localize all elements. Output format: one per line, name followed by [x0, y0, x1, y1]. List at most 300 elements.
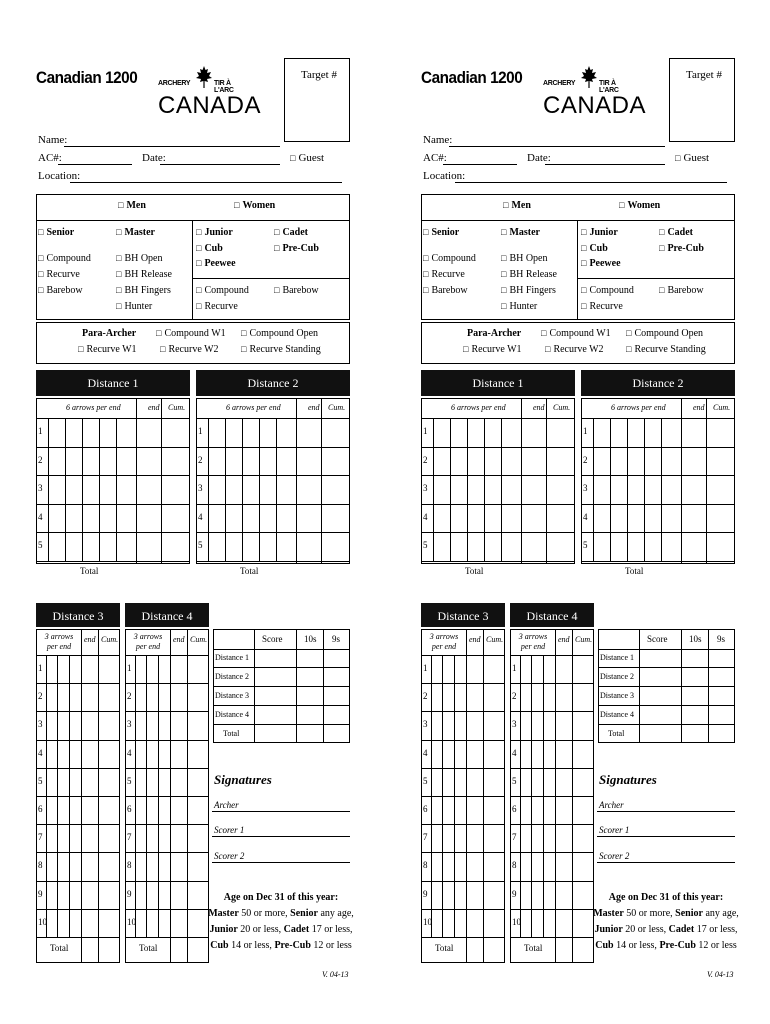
distance-3-score-cell[interactable]: [58, 712, 68, 738]
distance-1-score-cell[interactable]: [162, 448, 189, 475]
master-checkbox[interactable]: □ Master: [501, 227, 540, 238]
distance-1-score-cell[interactable]: [66, 448, 81, 475]
distance-3-score-cell[interactable]: [467, 825, 482, 851]
distance-4-score-cell[interactable]: [188, 712, 208, 738]
distance-1-score-cell[interactable]: [83, 476, 98, 503]
distance-3-score-cell[interactable]: [70, 741, 80, 767]
cub-checkbox[interactable]: □ Cub: [581, 243, 608, 254]
summary-score-cell[interactable]: [640, 650, 680, 667]
recurve-w1-checkbox[interactable]: □ Recurve W1: [78, 344, 137, 355]
cub-checkbox[interactable]: □ Cub: [196, 243, 223, 254]
compound-open-checkbox[interactable]: □ Compound Open: [241, 328, 318, 339]
men-checkbox[interactable]: □ Men: [503, 200, 531, 211]
recurve-standing-checkbox[interactable]: □ Recurve Standing: [241, 344, 321, 355]
summary-score-cell[interactable]: [682, 726, 707, 743]
distance-4-score-cell[interactable]: [573, 741, 593, 767]
distance-3-score-cell[interactable]: [99, 797, 119, 823]
distance-4-score-cell[interactable]: [544, 853, 554, 879]
compound-w1-checkbox[interactable]: □ Compound W1: [156, 328, 226, 339]
distance-3-score-cell[interactable]: [484, 769, 504, 795]
distance-3-score-cell[interactable]: [82, 825, 97, 851]
distance-3-score-cell[interactable]: [455, 656, 465, 682]
distance-4-score-cell[interactable]: [136, 797, 145, 823]
distance-4-score-cell[interactable]: [521, 656, 530, 682]
distance-3-score-cell[interactable]: [467, 712, 482, 738]
distance-3-score-cell[interactable]: [82, 684, 97, 710]
hunter-checkbox[interactable]: □ Hunter: [116, 301, 152, 312]
distance-3-score-cell[interactable]: [484, 910, 504, 936]
distance-1-score-cell[interactable]: [434, 533, 449, 560]
distance-4-score-cell[interactable]: [573, 797, 593, 823]
distance-2-score-cell[interactable]: [322, 505, 349, 532]
distance-3-score-cell[interactable]: [432, 825, 441, 851]
distance-3-score-cell[interactable]: [455, 712, 465, 738]
compound-w1-checkbox[interactable]: □ Compound W1: [541, 328, 611, 339]
distance-3-score-cell[interactable]: [467, 797, 482, 823]
distance-3-score-cell[interactable]: [82, 712, 97, 738]
distance-3-score-cell[interactable]: [47, 769, 56, 795]
summary-score-cell[interactable]: [255, 726, 295, 743]
distance-4-score-cell[interactable]: [136, 769, 145, 795]
distance-1-score-cell[interactable]: [522, 505, 545, 532]
barebow-checkbox[interactable]: □ Barebow: [38, 285, 83, 296]
distance-3-score-cell[interactable]: [443, 910, 453, 936]
distance-1-score-cell[interactable]: [66, 476, 81, 503]
distance-2-score-cell[interactable]: [322, 476, 349, 503]
distance-1-score-cell[interactable]: [100, 533, 115, 560]
distance-3-score-cell[interactable]: [47, 853, 56, 879]
distance-4-score-cell[interactable]: [147, 882, 157, 908]
distance-4-score-cell[interactable]: [573, 712, 593, 738]
distance-1-score-cell[interactable]: [434, 476, 449, 503]
distance-2-score-cell[interactable]: [322, 419, 349, 446]
senior-checkbox[interactable]: □ Senior: [38, 227, 74, 238]
peewee-checkbox[interactable]: □ Peewee: [581, 258, 621, 269]
distance-4-score-cell[interactable]: [171, 853, 186, 879]
distance-3-score-cell[interactable]: [99, 741, 119, 767]
distance-1-score-cell[interactable]: [117, 505, 135, 532]
distance-2-score-cell[interactable]: [260, 419, 275, 446]
distance-3-score-cell[interactable]: [82, 882, 97, 908]
distance-1-score-cell[interactable]: [434, 505, 449, 532]
scorer2-signature-field[interactable]: [597, 862, 735, 863]
distance-3-score-cell[interactable]: [99, 656, 119, 682]
distance-4-score-cell[interactable]: [521, 712, 530, 738]
hunter-checkbox[interactable]: □ Hunter: [501, 301, 537, 312]
distance-4-score-cell[interactable]: [556, 882, 571, 908]
archer-signature-field[interactable]: [212, 811, 350, 812]
distance-4-score-cell[interactable]: [532, 853, 542, 879]
distance-2-score-cell[interactable]: [226, 533, 241, 560]
distance-1-score-cell[interactable]: [502, 533, 520, 560]
peewee-checkbox[interactable]: □ Peewee: [196, 258, 236, 269]
distance-2-score-cell[interactable]: [628, 448, 643, 475]
distance-2-score-cell[interactable]: [628, 419, 643, 446]
distance-3-score-cell[interactable]: [432, 684, 441, 710]
recurve-w2-checkbox[interactable]: □ Recurve W2: [545, 344, 604, 355]
recurve-checkbox[interactable]: □ Recurve: [38, 269, 80, 280]
distance-1-score-cell[interactable]: [502, 505, 520, 532]
youth-recurve-checkbox[interactable]: □ Recurve: [581, 301, 623, 312]
distance-4-score-cell[interactable]: [136, 825, 145, 851]
distance-1-score-cell[interactable]: [83, 448, 98, 475]
distance-3-score-cell[interactable]: [443, 825, 453, 851]
distance-1-score-cell[interactable]: [547, 419, 574, 446]
summary-score-cell[interactable]: [709, 726, 734, 743]
distance-3-score-cell[interactable]: [82, 797, 97, 823]
distance-4-score-cell[interactable]: [136, 910, 145, 936]
distance-1-score-cell[interactable]: [83, 419, 98, 446]
distance-3-score-cell[interactable]: [467, 853, 482, 879]
distance-4-score-cell[interactable]: [159, 910, 169, 936]
location-field[interactable]: [455, 182, 727, 183]
distance-4-score-cell[interactable]: [171, 684, 186, 710]
distance-1-score-cell[interactable]: [137, 419, 160, 446]
distance-3-score-cell[interactable]: [58, 825, 68, 851]
distance-3-score-cell[interactable]: [484, 712, 504, 738]
distance-3-score-cell[interactable]: [455, 910, 465, 936]
archer-signature-field[interactable]: [597, 811, 735, 812]
distance-2-score-cell[interactable]: [628, 505, 643, 532]
distance-4-score-cell[interactable]: [188, 797, 208, 823]
distance-2-score-cell[interactable]: [611, 533, 626, 560]
distance-1-score-cell[interactable]: [100, 419, 115, 446]
summary-score-cell[interactable]: [324, 707, 349, 724]
distance-1-score-cell[interactable]: [468, 448, 483, 475]
distance-4-score-cell[interactable]: [521, 853, 530, 879]
distance-3-score-cell[interactable]: [70, 853, 80, 879]
distance-3-score-cell[interactable]: [99, 910, 119, 936]
compound-checkbox[interactable]: □ Compound: [38, 253, 91, 264]
bh-open-checkbox[interactable]: □ BH Open: [116, 253, 163, 264]
distance-1-score-cell[interactable]: [451, 505, 466, 532]
distance-1-score-cell[interactable]: [522, 419, 545, 446]
distance-1-score-cell[interactable]: [547, 533, 574, 560]
distance-4-score-cell[interactable]: [556, 769, 571, 795]
distance-4-score-cell[interactable]: [159, 769, 169, 795]
distance-2-score-cell[interactable]: [209, 476, 224, 503]
distance-3-score-cell[interactable]: [443, 797, 453, 823]
distance-3-score-cell[interactable]: [70, 684, 80, 710]
men-checkbox[interactable]: □ Men: [118, 200, 146, 211]
distance-3-score-cell[interactable]: [70, 712, 80, 738]
distance-3-score-cell[interactable]: [467, 684, 482, 710]
distance-2-score-cell[interactable]: [226, 419, 241, 446]
distance-3-score-cell[interactable]: [47, 825, 56, 851]
distance-3-score-cell[interactable]: [432, 741, 441, 767]
distance-1-score-cell[interactable]: [502, 476, 520, 503]
summary-score-cell[interactable]: [297, 726, 322, 743]
distance-2-score-cell[interactable]: [226, 505, 241, 532]
distance-2-score-cell[interactable]: [209, 533, 224, 560]
distance-3-score-cell[interactable]: [58, 853, 68, 879]
distance-4-score-cell[interactable]: [532, 882, 542, 908]
distance-2-score-cell[interactable]: [645, 476, 660, 503]
distance-3-score-cell[interactable]: [455, 741, 465, 767]
distance-4-score-cell[interactable]: [159, 656, 169, 682]
distance-4-score-cell[interactable]: [147, 769, 157, 795]
cadet-checkbox[interactable]: □ Cadet: [274, 227, 308, 238]
distance-2-score-cell[interactable]: [707, 505, 734, 532]
bh-release-checkbox[interactable]: □ BH Release: [116, 269, 172, 280]
distance-3-score-cell[interactable]: [58, 910, 68, 936]
distance-4-score-cell[interactable]: [136, 853, 145, 879]
distance-4-score-cell[interactable]: [521, 797, 530, 823]
distance-4-score-cell[interactable]: [171, 797, 186, 823]
distance-4-score-cell[interactable]: [573, 910, 593, 936]
distance-1-score-cell[interactable]: [162, 419, 189, 446]
distance-4-score-cell[interactable]: [147, 656, 157, 682]
summary-score-cell[interactable]: [709, 707, 734, 724]
distance-1-score-cell[interactable]: [117, 448, 135, 475]
distance-1-score-cell[interactable]: [100, 476, 115, 503]
distance-4-score-cell[interactable]: [573, 769, 593, 795]
distance-4-score-cell[interactable]: [556, 656, 571, 682]
distance-3-score-cell[interactable]: [99, 712, 119, 738]
distance-2-score-cell[interactable]: [243, 476, 258, 503]
distance-2-score-cell[interactable]: [297, 476, 320, 503]
distance-2-score-cell[interactable]: [594, 533, 609, 560]
distance-3-score-cell[interactable]: [432, 712, 441, 738]
distance-3-score-cell[interactable]: [455, 769, 465, 795]
distance-4-score-cell[interactable]: [136, 741, 145, 767]
distance-2-score-cell[interactable]: [662, 505, 680, 532]
distance-3-score-cell[interactable]: [82, 853, 97, 879]
distance-3-score-cell[interactable]: [484, 853, 504, 879]
compound-checkbox[interactable]: □ Compound: [423, 253, 476, 264]
distance-1-score-cell[interactable]: [434, 419, 449, 446]
scorer1-signature-field[interactable]: [597, 836, 735, 837]
distance-4-score-cell[interactable]: [136, 882, 145, 908]
distance-4-score-cell[interactable]: [521, 882, 530, 908]
scorer2-signature-field[interactable]: [212, 862, 350, 863]
distance-3-score-cell[interactable]: [58, 882, 68, 908]
distance-3-score-cell[interactable]: [99, 825, 119, 851]
youth-barebow-checkbox[interactable]: □ Barebow: [274, 285, 319, 296]
distance-4-score-cell[interactable]: [544, 769, 554, 795]
distance-2-score-cell[interactable]: [662, 533, 680, 560]
distance-3-score-cell[interactable]: [443, 741, 453, 767]
distance-1-score-cell[interactable]: [522, 533, 545, 560]
distance-4-score-cell[interactable]: [521, 910, 530, 936]
distance-2-score-cell[interactable]: [682, 476, 705, 503]
distance-3-score-cell[interactable]: [47, 910, 56, 936]
distance-2-score-cell[interactable]: [226, 448, 241, 475]
bh-fingers-checkbox[interactable]: □ BH Fingers: [116, 285, 171, 296]
distance-4-score-cell[interactable]: [556, 712, 571, 738]
distance-4-score-cell[interactable]: [556, 853, 571, 879]
distance-3-score-cell[interactable]: [47, 882, 56, 908]
distance-4-score-cell[interactable]: [573, 825, 593, 851]
distance-3-score-cell[interactable]: [58, 741, 68, 767]
distance-4-score-cell[interactable]: [171, 741, 186, 767]
distance-3-score-cell[interactable]: [82, 656, 97, 682]
distance-4-score-cell[interactable]: [556, 910, 571, 936]
distance-4-score-cell[interactable]: [159, 684, 169, 710]
distance-4-score-cell[interactable]: [532, 769, 542, 795]
distance-3-score-cell[interactable]: [70, 910, 80, 936]
distance-4-score-cell[interactable]: [147, 853, 157, 879]
ac-number-field[interactable]: [443, 164, 517, 165]
distance-1-score-cell[interactable]: [162, 505, 189, 532]
distance-2-score-cell[interactable]: [611, 419, 626, 446]
distance-3-score-cell[interactable]: [70, 882, 80, 908]
distance-2-score-cell[interactable]: [297, 419, 320, 446]
distance-3-score-cell[interactable]: [58, 684, 68, 710]
recurve-standing-checkbox[interactable]: □ Recurve Standing: [626, 344, 706, 355]
distance-3-score-cell[interactable]: [443, 684, 453, 710]
date-field[interactable]: [545, 164, 665, 165]
distance-3-score-cell[interactable]: [443, 656, 453, 682]
distance-4-score-cell[interactable]: [136, 656, 145, 682]
summary-score-cell[interactable]: [324, 650, 349, 667]
distance-4-score-cell[interactable]: [556, 797, 571, 823]
summary-score-cell[interactable]: [709, 650, 734, 667]
recurve-w1-checkbox[interactable]: □ Recurve W1: [463, 344, 522, 355]
distance-1-score-cell[interactable]: [468, 533, 483, 560]
distance-1-score-cell[interactable]: [49, 476, 64, 503]
distance-2-score-cell[interactable]: [662, 476, 680, 503]
distance-2-score-cell[interactable]: [645, 533, 660, 560]
distance-1-score-cell[interactable]: [117, 533, 135, 560]
distance-2-score-cell[interactable]: [662, 419, 680, 446]
pre-cub-checkbox[interactable]: □ Pre-Cub: [274, 243, 319, 254]
distance-1-score-cell[interactable]: [485, 505, 500, 532]
ac-number-field[interactable]: [58, 164, 132, 165]
distance-2-score-cell[interactable]: [209, 448, 224, 475]
distance-2-score-cell[interactable]: [260, 505, 275, 532]
distance-2-score-cell[interactable]: [682, 419, 705, 446]
summary-score-cell[interactable]: [255, 707, 295, 724]
name-field[interactable]: [64, 146, 280, 147]
distance-3-score-cell[interactable]: [70, 825, 80, 851]
distance-1-score-cell[interactable]: [451, 476, 466, 503]
distance-3-score-cell[interactable]: [467, 882, 482, 908]
summary-score-cell[interactable]: [255, 688, 295, 705]
distance-4-score-cell[interactable]: [171, 910, 186, 936]
distance-4-score-cell[interactable]: [188, 910, 208, 936]
cadet-checkbox[interactable]: □ Cadet: [659, 227, 693, 238]
guest-checkbox[interactable]: □ Guest: [675, 152, 709, 164]
distance-4-score-cell[interactable]: [532, 656, 542, 682]
distance-4-score-cell[interactable]: [521, 825, 530, 851]
distance-2-score-cell[interactable]: [611, 476, 626, 503]
distance-4-score-cell[interactable]: [188, 769, 208, 795]
distance-3-score-cell[interactable]: [484, 825, 504, 851]
distance-3-score-cell[interactable]: [47, 712, 56, 738]
distance-4-score-cell[interactable]: [532, 741, 542, 767]
distance-2-score-cell[interactable]: [297, 533, 320, 560]
distance-3-score-cell[interactable]: [484, 684, 504, 710]
distance-4-score-cell[interactable]: [544, 797, 554, 823]
distance-2-score-cell[interactable]: [682, 448, 705, 475]
summary-score-cell[interactable]: [682, 650, 707, 667]
distance-1-score-cell[interactable]: [547, 505, 574, 532]
distance-1-score-cell[interactable]: [485, 448, 500, 475]
distance-3-score-cell[interactable]: [432, 769, 441, 795]
distance-1-score-cell[interactable]: [137, 505, 160, 532]
distance-2-score-cell[interactable]: [611, 505, 626, 532]
distance-4-score-cell[interactable]: [171, 825, 186, 851]
distance-3-score-cell[interactable]: [82, 769, 97, 795]
distance-3-score-cell[interactable]: [70, 797, 80, 823]
distance-1-score-cell[interactable]: [162, 476, 189, 503]
distance-4-score-cell[interactable]: [188, 882, 208, 908]
distance-4-score-cell[interactable]: [147, 910, 157, 936]
distance-3-score-cell[interactable]: [99, 853, 119, 879]
distance-2-score-cell[interactable]: [260, 533, 275, 560]
distance-2-score-cell[interactable]: [277, 476, 295, 503]
summary-score-cell[interactable]: [682, 669, 707, 686]
distance-3-score-cell[interactable]: [467, 741, 482, 767]
distance-1-score-cell[interactable]: [502, 419, 520, 446]
distance-2-score-cell[interactable]: [645, 448, 660, 475]
distance-4-score-cell[interactable]: [544, 882, 554, 908]
distance-2-score-cell[interactable]: [707, 533, 734, 560]
distance-3-score-cell[interactable]: [58, 797, 68, 823]
distance-3-score-cell[interactable]: [47, 656, 56, 682]
distance-4-score-cell[interactable]: [521, 741, 530, 767]
distance-4-score-cell[interactable]: [159, 825, 169, 851]
distance-1-score-cell[interactable]: [485, 419, 500, 446]
distance-4-score-cell[interactable]: [171, 656, 186, 682]
summary-score-cell[interactable]: [640, 726, 680, 743]
distance-4-score-cell[interactable]: [171, 712, 186, 738]
barebow-checkbox[interactable]: □ Barebow: [423, 285, 468, 296]
distance-2-score-cell[interactable]: [260, 448, 275, 475]
distance-1-score-cell[interactable]: [522, 476, 545, 503]
summary-score-cell[interactable]: [640, 707, 680, 724]
distance-3-score-cell[interactable]: [443, 882, 453, 908]
distance-4-score-cell[interactable]: [556, 741, 571, 767]
distance-4-score-cell[interactable]: [544, 656, 554, 682]
distance-3-score-cell[interactable]: [99, 769, 119, 795]
distance-4-score-cell[interactable]: [544, 741, 554, 767]
name-field[interactable]: [449, 146, 665, 147]
distance-2-score-cell[interactable]: [226, 476, 241, 503]
distance-2-score-cell[interactable]: [707, 476, 734, 503]
distance-4-score-cell[interactable]: [573, 882, 593, 908]
distance-4-score-cell[interactable]: [188, 741, 208, 767]
bh-fingers-checkbox[interactable]: □ BH Fingers: [501, 285, 556, 296]
distance-4-score-cell[interactable]: [188, 825, 208, 851]
youth-compound-checkbox[interactable]: □ Compound: [196, 285, 249, 296]
summary-score-cell[interactable]: [255, 650, 295, 667]
distance-4-score-cell[interactable]: [556, 684, 571, 710]
distance-2-score-cell[interactable]: [628, 476, 643, 503]
women-checkbox[interactable]: □ Women: [619, 200, 660, 211]
distance-1-score-cell[interactable]: [49, 533, 64, 560]
bh-release-checkbox[interactable]: □ BH Release: [501, 269, 557, 280]
distance-4-score-cell[interactable]: [532, 910, 542, 936]
distance-3-score-cell[interactable]: [432, 656, 441, 682]
distance-3-score-cell[interactable]: [443, 712, 453, 738]
distance-2-score-cell[interactable]: [209, 419, 224, 446]
distance-4-score-cell[interactable]: [147, 684, 157, 710]
distance-1-score-cell[interactable]: [49, 419, 64, 446]
women-checkbox[interactable]: □ Women: [234, 200, 275, 211]
distance-1-score-cell[interactable]: [49, 505, 64, 532]
distance-1-score-cell[interactable]: [83, 533, 98, 560]
distance-2-score-cell[interactable]: [260, 476, 275, 503]
distance-4-score-cell[interactable]: [171, 882, 186, 908]
distance-4-score-cell[interactable]: [188, 684, 208, 710]
summary-score-cell[interactable]: [324, 669, 349, 686]
distance-4-score-cell[interactable]: [147, 712, 157, 738]
distance-1-score-cell[interactable]: [434, 448, 449, 475]
youth-barebow-checkbox[interactable]: □ Barebow: [659, 285, 704, 296]
summary-score-cell[interactable]: [709, 669, 734, 686]
